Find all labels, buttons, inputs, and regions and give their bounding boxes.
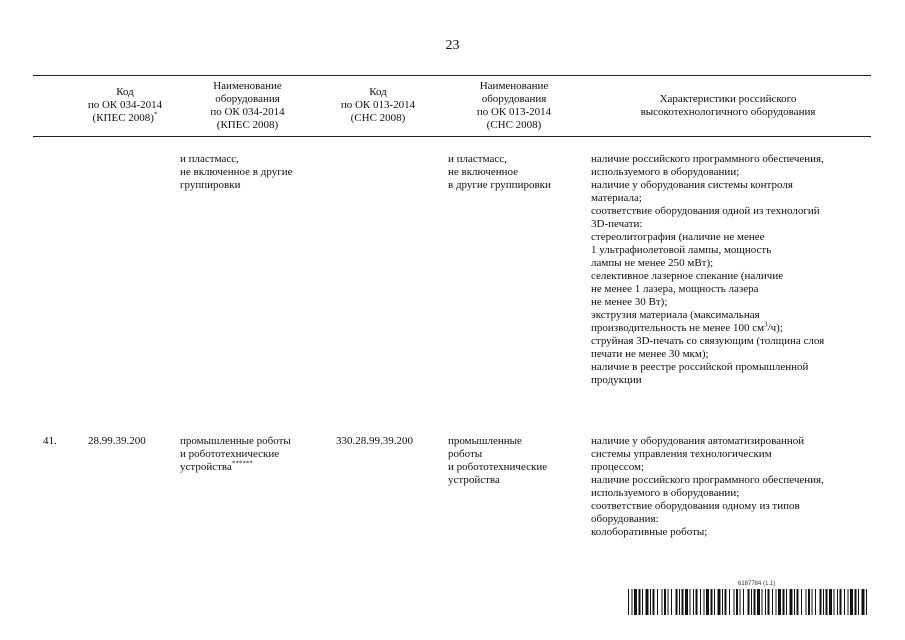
row-41-code-kpes: 28.99.39.200 — [88, 435, 146, 447]
table-top-rule — [33, 75, 871, 76]
header-code-sns: Код по ОК 013-2014 (СНС 2008) — [340, 86, 416, 124]
continuation-name-kpes: и пластмасс, не включенное в другие группировки — [180, 153, 293, 191]
document-stamp: 6187784 (1.1) — [738, 581, 776, 587]
header-code-kpes: Код по ОК 034-2014 (КПЕС 2008)* — [87, 86, 163, 124]
header-characteristics: Характеристики российского высокотехнологичного оборудования — [640, 93, 816, 118]
row-41-name-kpes: промышленные роботы и робототехнические устройства****** — [180, 435, 291, 473]
row-41-number: 41. — [43, 435, 57, 447]
header-name-sns: Наименование оборудования по ОК 013-2014 (СНС 2008) — [476, 80, 552, 131]
header-name-kpes: Наименование оборудования по ОК 034-2014 (КПЕС 2008) — [210, 80, 285, 131]
row-41-characteristics: наличие у оборудования автоматизированной системы управления технологическим процессом; наличие российского программного обеспечения, используемого в оборудовании; соответствие оборудования одному из типов оборудования: колоборативные роботы; — [591, 435, 824, 538]
row-41-code-sns: 330.28.99.39.200 — [336, 435, 413, 447]
page-number: 23 — [445, 38, 460, 53]
barcode-icon — [628, 589, 868, 615]
row-41-name-sns: промышленные роботы и робототехнические устройства — [448, 435, 548, 486]
continuation-name-sns: и пластмасс, не включенное в другие группировки — [448, 153, 551, 191]
continuation-characteristics: наличие российского программного обеспечения, используемого в оборудовании; наличие у оборудования системы контроля материала; соответствие оборудования одной из технологий 3D-печати: стереолитография (наличие не менее 1 ультрафиолетовой лампы, мощность лампы не менее 250 мВт); селективное лазерное спекание (наличие не менее 1 лазера, мощность лазера не менее 30 Вт); экструзия материала (максимальная производительность не менее 100 $см^3/ч$); струйная 3D-печать со связующим (толщина слоя печати не менее 30 мкм); наличие в реестре российской промышленной продукции — [591, 153, 825, 386]
header-bottom-rule — [33, 136, 871, 137]
